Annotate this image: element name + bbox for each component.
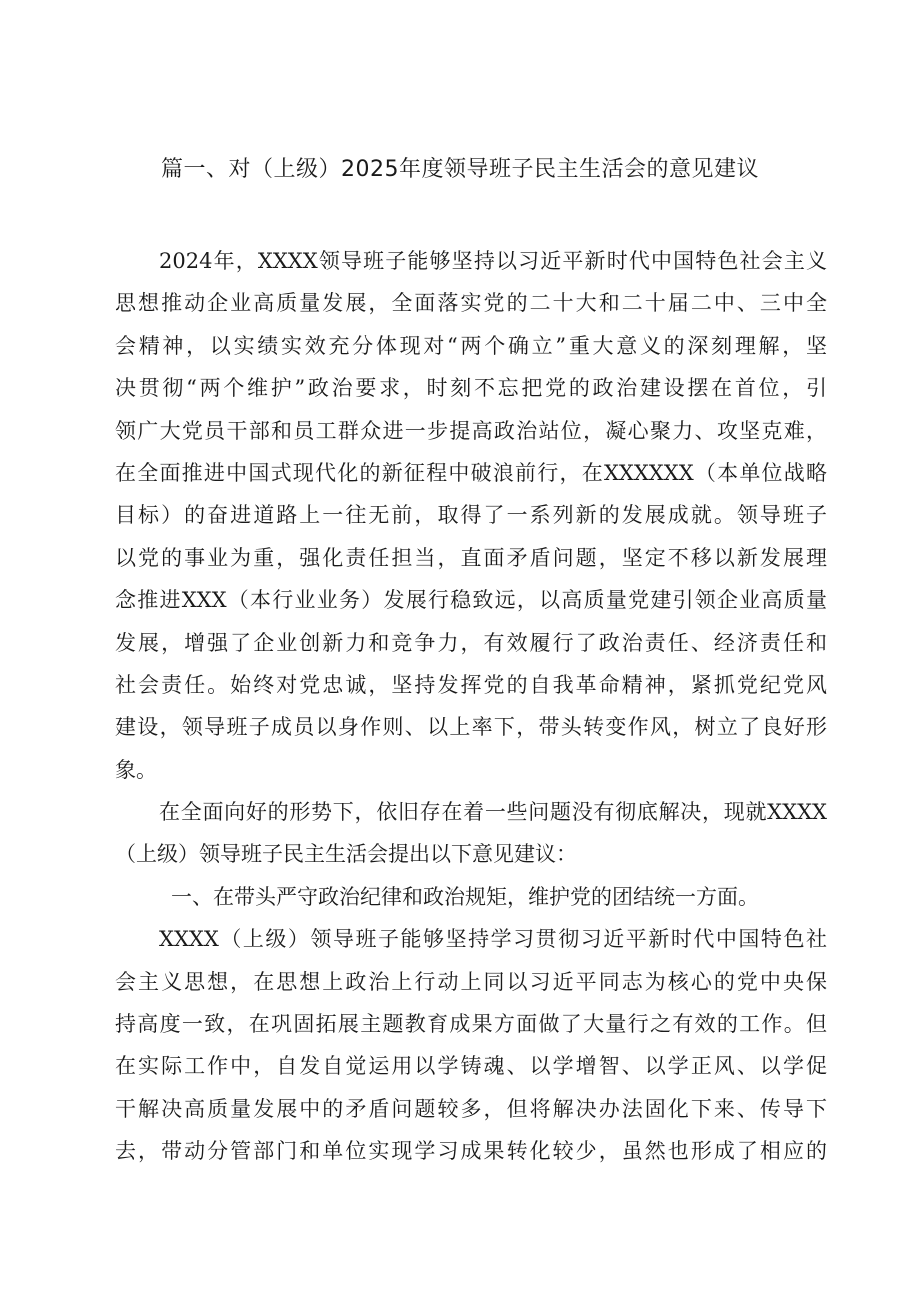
section-heading-1 <box>115 876 827 918</box>
paragraph-intro-issues <box>115 791 827 876</box>
section-heading-text: 一、在带头严守政治纪律和政治规矩，维护党的团结统一方面。 <box>171 884 759 909</box>
text-line: XXXX（上级）领导班子能够坚持学习贯彻习近平新时代中国特色社 <box>159 927 827 952</box>
paragraph-section-1 <box>115 918 827 1172</box>
text-line: 在全面推进中国式现代化的新征程中破浪前行，在XXXXXX（本单位战略 <box>115 460 827 485</box>
text-line: 在全面向好的形势下，依旧存在着一些问题没有彻底解决，现就XXXX <box>159 800 827 825</box>
text-line: 在实际工作中，自发自觉运用以学铸魂、以学增智、以学正风、以学促 <box>115 1054 827 1079</box>
text-line: 建设，领导班子成员以身作则、以上率下，带头转变作风，树立了良好形 <box>115 715 827 740</box>
text-line: 目标）的奋进道路上一往无前，取得了一系列新的发展成就。领导班子 <box>115 503 827 528</box>
text-line: 持高度一致，在巩固拓展主题教育成果方面做了大量行之有效的工作。但 <box>115 1012 827 1037</box>
text-line: 发展，增强了企业创新力和竞争力，有效履行了政治责任、经济责任和 <box>115 630 827 655</box>
paragraph-achievements <box>115 240 827 791</box>
text-line: 社会责任。始终对党忠诚，坚持发挥党的自我革命精神，紧抓党纪党风 <box>115 672 827 697</box>
text-line: 会精神，以实绩实效充分体现对“两个确立”重大意义的深刻理解，坚 <box>115 333 827 358</box>
text-line: （上级）领导班子民主生活会提出以下意见建议： <box>115 842 577 867</box>
text-line: 决贯彻“两个维护”政治要求，时刻不忘把党的政治建设摆在首位，引 <box>115 376 827 401</box>
text-line: 思想推动企业高质量发展，全面落实党的二十大和二十届二中、三中全 <box>115 291 827 316</box>
text-line: 象。 <box>115 757 157 782</box>
text-line: 领广大党员干部和员工群众进一步提高政治站位，凝心聚力、攻坚克难， <box>115 418 827 443</box>
document-body <box>115 240 827 1173</box>
text-line: 以党的事业为重，强化责任担当，直面矛盾问题，坚定不移以新发展理 <box>115 545 827 570</box>
text-line: 2024年，XXXX领导班子能够坚持以习近平新时代中国特色社会主义 <box>159 249 827 273</box>
text-line: 去，带动分管部门和单位实现学习成果转化较少，虽然也形成了相应的 <box>115 1139 827 1164</box>
text-line: 会主义思想，在思想上政治上行动上同以习近平同志为核心的党中央保 <box>115 969 827 994</box>
text-line: 干解决高质量发展中的矛盾问题较多，但将解决办法固化下来、传导下 <box>115 1096 827 1121</box>
text-line: 念推进XXX（本行业业务）发展行稳致远，以高质量党建引领企业高质量 <box>115 588 827 613</box>
document-title: 篇一、对（上级）2025年度领导班子民主生活会的意见建议 <box>161 157 759 182</box>
